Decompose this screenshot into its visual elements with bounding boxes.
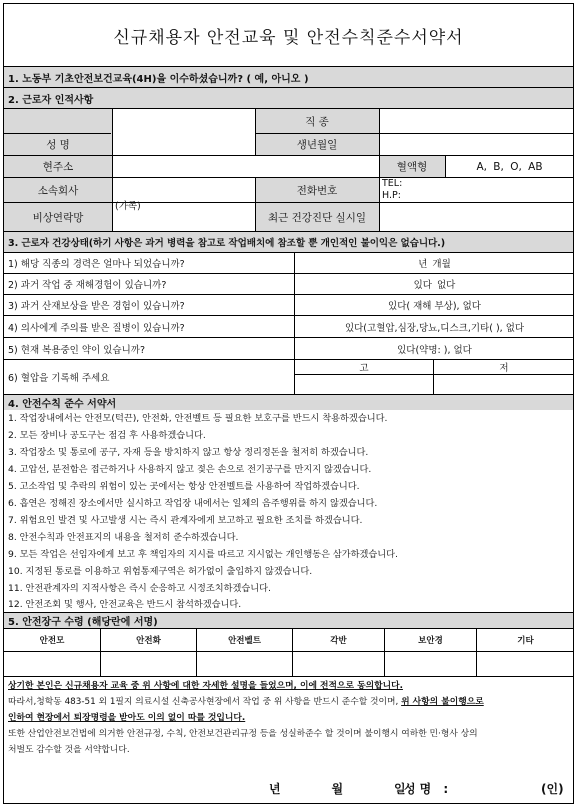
pledge-item-8: 8. 안전수칙과 안전표지의 내용을 철저히 준수하겠습니다.: [8, 532, 239, 543]
sign-helmet[interactable]: [4, 652, 100, 676]
bp-low-label: 저: [499, 363, 509, 374]
health-q3: 3) 과거 산재보상을 받은 경험이 있습니까?: [8, 301, 185, 312]
section-5-header: 5. 안전장구 수령 (해당란에 서명): [4, 613, 573, 628]
health-q1: 1) 해당 직종의 경력은 얼마나 되었습니까?: [8, 259, 185, 270]
section-4-header: 4. 안전수칙 준수 서약서: [4, 395, 573, 410]
pledge-item-7: 7. 위험요인 발견 및 사고발생 시는 즉시 관계자에게 보고하고 필요한 조치를 하겠습니다.: [8, 515, 363, 526]
bp-high-field[interactable]: [295, 375, 433, 394]
equip-col-helmet: 안전모: [39, 636, 65, 646]
blood-type-label: 혈액형: [396, 161, 428, 173]
bp-low-field[interactable]: [434, 375, 574, 394]
health-a4[interactable]: 있다(고혈압,심장,당뇨,디스크,기타( ), 없다: [344, 322, 525, 334]
job-label: 직 종: [305, 115, 329, 128]
statement-line-2: 따라서,청학동 483-51 외 1필지 의료시설 신축공사현장에서 작업 중 위 사항을 반드시 준수할 것이며,: [8, 697, 399, 707]
signature-name-field[interactable]: [464, 774, 536, 798]
section-2-header: 2. 근로자 인적사항: [4, 88, 573, 108]
hp-label: H.P:: [382, 190, 401, 201]
health-a1[interactable]: 년 개월: [418, 259, 451, 270]
sign-shoes[interactable]: [101, 652, 196, 676]
name-label: 성 명: [46, 139, 70, 151]
pledge-item-6: 6. 흡연은 정해진 장소에서만 실시하고 작업장 내에서는 일체의 음주행위를 하지 않겠습니다.: [8, 498, 378, 509]
health-q4: 4) 의사에게 주의를 받은 질병이 있습니까?: [8, 322, 185, 334]
bp-high-label: 고: [359, 363, 369, 374]
consent-statement: [8, 678, 569, 758]
pledge-item-3: 3. 작업장소 및 통로에 공구, 자재 등을 방치하지 않고 항상 정리정돈을 철저히 하겠습니다.: [8, 447, 369, 458]
health-a5[interactable]: 있다(약명: ), 없다: [397, 344, 472, 356]
statement-line-5: 처벌도 감수할 것을 서약합니다.: [8, 745, 130, 755]
emergency-contact-field[interactable]: [113, 203, 255, 231]
pledge-form: [3, 3, 574, 804]
pledge-item-12: 12. 안전조회 및 행사, 안전교육은 반드시 참석하겠습니다.: [8, 599, 242, 610]
phone-label: 전화번호: [296, 184, 338, 197]
statement-line-4: 또한 산업안전보건법에 의거한 안전규정, 수칙, 안전보건관리규정 등을 성실하준수 할 것이며 불이행시 여하한 민·형사 상의: [8, 729, 478, 739]
phone-field[interactable]: [382, 178, 402, 202]
blood-type-options[interactable]: A, B, O, AB: [476, 160, 543, 173]
pledge-item-5: 5. 고소작업 및 추락의 위험이 있는 곳에서는 항상 안전벨트를 사용하여 작업하겠습니다.: [8, 481, 360, 492]
tel-label: TEL:: [382, 178, 403, 189]
address-label: 현주소: [42, 161, 74, 173]
company-label: 소속회사: [37, 184, 79, 197]
pledge-item-10: 10. 지정된 통로를 이용하고 위험통제구역은 허가없이 출입하지 않겠습니다.: [8, 566, 313, 577]
health-a2[interactable]: 있다 없다: [413, 280, 456, 291]
sign-leggings[interactable]: [293, 652, 384, 676]
sign-other[interactable]: [477, 652, 574, 676]
statement-line-2-emphasis: 위 사항의 불이행으로: [401, 697, 484, 707]
emergency-contact-label: 비상연락망: [32, 211, 84, 224]
statement-line-3: 인하여 현장에서 퇴장명령을 받아도 이의 없이 따를 것입니다.: [8, 713, 246, 723]
signature-name-label: 성명 :: [404, 782, 453, 796]
job-field[interactable]: [380, 109, 574, 133]
equip-col-shoes: 안전화: [136, 636, 161, 646]
equip-col-goggles: 보안경: [418, 636, 443, 646]
checkup-date-field[interactable]: [380, 203, 574, 231]
seal-mark: (인): [541, 782, 564, 796]
pledge-item-1: 1. 작업장내에서는 안전모(턱끈), 안전화, 안전벨트 등 필요한 보호구를 반드시 착용하겠습니다.: [8, 413, 388, 424]
equip-col-belt: 안전벨트: [228, 636, 261, 646]
health-q5: 5) 현재 복용중인 약이 있습니까?: [8, 344, 145, 356]
section-1-basic-education: 1. 노동부 기초안전보건교육(4H)을 이수하셨습니까? ( 예, 아니오 ): [4, 67, 573, 87]
section-3-header: 3. 근로자 건강상태(하기 사항은 과거 병력을 참고로 작업배치에 참조할 뿐 개인적인 불이익은 없습니다.): [4, 232, 573, 252]
blood-pressure-question: 6) 혈압을 기록해 주세요: [8, 373, 110, 384]
family-note: (가족): [115, 201, 141, 212]
pledge-item-11: 11. 안전관계자의 지적사항은 즉시 순응하고 시정조치하겠습니다.: [8, 583, 271, 594]
pledge-item-2: 2. 모든 장비나 공도구는 점검 후 사용하겠습니다.: [8, 430, 206, 441]
name-field[interactable]: [113, 134, 255, 155]
form-title: 신규채용자 안전교육 및 안전수칙준수서약서: [113, 27, 464, 48]
birth-field[interactable]: [380, 134, 574, 155]
address-field[interactable]: [113, 156, 379, 177]
birth-label: 생년월일: [296, 139, 338, 151]
signature-date[interactable]: 년 월 일: [269, 782, 406, 796]
pledge-item-9: 9. 모든 작업은 선임자에게 보고 후 책임자의 지시를 따르고 지시없는 개인행동은 삼가하겠습니다.: [8, 549, 398, 560]
health-a3[interactable]: 있다( 재해 부상), 없다: [388, 301, 481, 312]
pledge-item-4: 4. 고압선, 분전함은 접근하거나 사용하지 않고 젖은 손으로 전기공구를 만지지 않겠습니다.: [8, 464, 372, 475]
sign-belt[interactable]: [197, 652, 292, 676]
sign-goggles[interactable]: [385, 652, 476, 676]
statement-line-1: 상기한 본인은 신규채용자 교육 중 위 사항에 대한 자세한 설명을 들었으며, 이에 전적으로 동의합니다.: [8, 681, 403, 691]
checkup-date-label: 최근 건강진단 실시일: [268, 211, 366, 224]
equip-col-other: 기타: [517, 636, 534, 646]
equip-col-leggings: 각반: [330, 636, 347, 646]
health-q2: 2) 과거 작업 중 재해경험이 있습니까?: [8, 280, 167, 291]
